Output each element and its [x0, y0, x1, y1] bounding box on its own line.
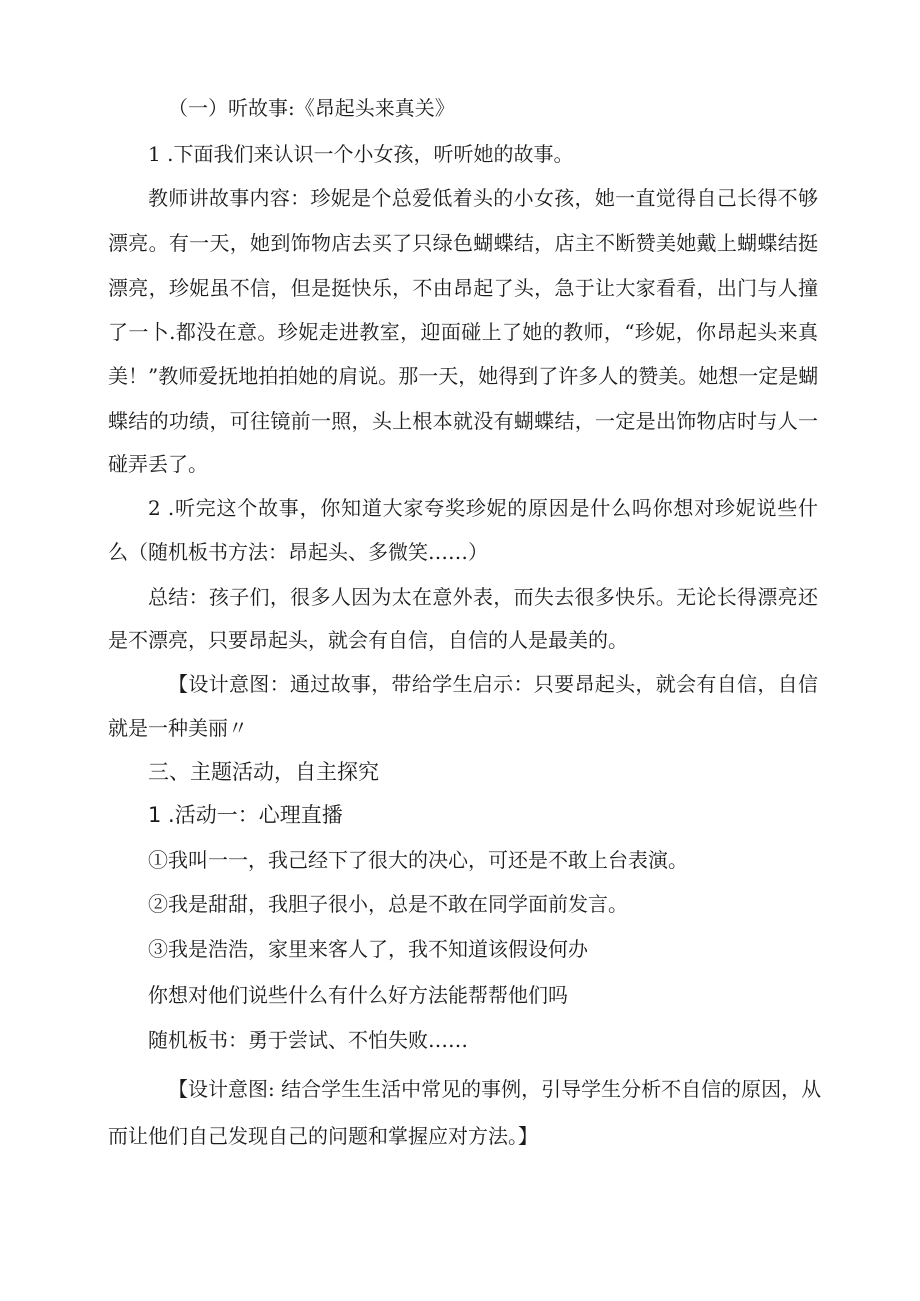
design-intent-line: 【设计意图：通过故事，带给学生启示：只要昂起头，就会有自信，自信 — [168, 672, 818, 696]
design-intent-line: 就是一种美丽〃 — [108, 716, 248, 740]
activity-1-heading: 1 .活动一：心理直播 — [148, 803, 343, 827]
story-item-1: 1 .下面我们来认识一个小女孩，听听她的故事。 — [148, 142, 574, 166]
story-item-2-line: 2 .听完这个故事，你知道大家夸奖珍妮的原因是什么吗你想对珍妮说些什 — [148, 496, 818, 520]
story-paragraph-line: 漂亮。有一天，她到饰物店去买了只绿色蝴蝶结，店主不断赞美她戴上蝴蝶结挺 — [108, 231, 818, 255]
story-paragraph-line: 碰弄丢了。 — [108, 452, 208, 476]
case-item: ①我叫一一，我己经下了很大的决心，可还是不敢上台表演。 — [148, 848, 688, 872]
question-line: 你想对他们说些什么有什么好方法能帮帮他们吗 — [148, 983, 568, 1007]
board-line: 随机板书：勇于尝试、不怕失败…… — [148, 1028, 468, 1052]
summary-line: 是不漂亮，只要昂起头，就会有自信，自信的人是最美的。 — [108, 628, 628, 652]
story-paragraph-line: 了一卜.都没在意。珍妮走进教室，迎面碰上了她的教师，“珍妮，你昂起头来真 — [108, 320, 818, 344]
section-3-heading: 三、主题活动，自主探究 — [148, 760, 379, 784]
story-paragraph-line: 蝶结的功绩，可往镜前一照，头上根本就没有蝴蝶结，一定是出饰物店时与人一 — [108, 409, 818, 433]
story-section-title: （一）听故事:《昂起头来真关》 — [168, 96, 455, 120]
story-paragraph-line: 教师讲故事内容：珍妮是个总爱低着头的小女孩，她一直觉得自己长得不够 — [148, 186, 818, 210]
design-intent-line: 而让他们自己发现自己的问题和掌握应对方法。】 — [108, 1124, 538, 1148]
summary-line: 总结：孩子们，很多人因为太在意外表，而失去很多快乐。无论长得漂亮还 — [148, 585, 818, 609]
story-item-2-line: 么（随机板书方法：昂起头、多微笑……） — [108, 540, 488, 564]
design-intent-line: 【设计意图: 结合学生生活中常见的事例，引导学生分析不自信的原因，从 — [168, 1077, 822, 1101]
story-paragraph-line: 美！”教师爱抚地拍拍她的肩说。那一天，她得到了许多人的赞美。她想一定是蝴 — [108, 364, 819, 388]
case-item: ②我是甜甜，我胆子很小，总是不敢在同学面前发言。 — [148, 892, 628, 916]
case-item: ③我是浩浩，家里来客人了，我不知道该假设何办 — [148, 937, 588, 961]
story-paragraph-line: 漂亮，珍妮虽不信，但是挺快乐，不由昂起了头，急于让大家看看，出门与人撞 — [108, 276, 818, 300]
